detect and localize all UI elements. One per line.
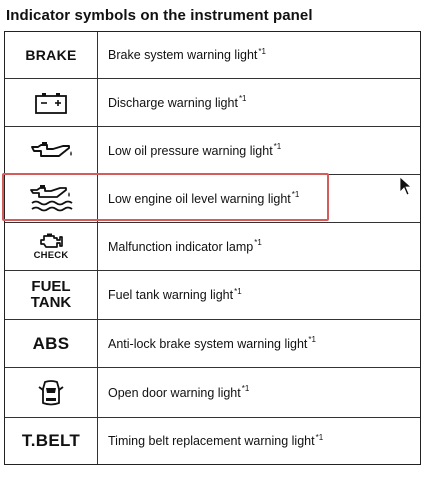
table-row [5,127,420,175]
footnote-mark: *1 [291,190,300,199]
footnote-mark: *1 [254,238,262,247]
timing-belt-symbol: T.BELT [21,431,81,450]
symbol-cell [5,223,98,270]
row-label: Low oil pressure warning light [108,143,273,158]
brake-symbol: BRAKE [25,47,77,63]
check-engine-icon [38,233,64,249]
description-cell [108,175,299,222]
oil-level-icon [27,184,75,214]
description-cell [108,418,323,464]
indicator-table [4,31,421,465]
symbol-cell [5,79,98,126]
description-cell [108,368,249,417]
table-row [5,368,420,418]
symbol-cell [5,127,98,174]
oil-can-icon [29,140,73,162]
table-row [5,271,420,320]
symbol-cell [5,368,98,417]
footnote-mark: *1 [315,432,324,442]
open-door-icon [38,379,64,407]
page-title: Indicator symbols on the instrument panel [6,7,313,24]
row-label: Brake system warning light [108,48,258,62]
symbol-cell [5,418,98,464]
description-cell [108,79,247,126]
battery-icon [33,92,69,114]
footnote-mark: *1 [241,384,250,393]
row-label: Timing belt replacement warning light [108,434,315,448]
fuel-tank-symbol [31,279,72,311]
symbol-cell [5,175,98,222]
symbol-cell [5,271,98,319]
row-label: Malfunction indicator lamp [108,239,254,254]
table-row [5,32,420,79]
footnote-mark: *1 [234,286,242,296]
table-row [5,418,420,464]
footnote-mark: *1 [238,94,247,103]
table-row [5,175,420,223]
description-cell [108,320,316,367]
row-label: Open door warning light [108,385,241,400]
table-row [5,79,420,127]
table-row [5,223,420,271]
footnote-mark: *1 [273,142,282,151]
symbol-cell [5,32,98,78]
check-engine-symbol [34,233,69,261]
table-row [5,320,420,368]
footnote-mark: *1 [308,335,316,344]
footnote-mark: *1 [258,46,266,56]
row-label: Anti-lock brake system warning light [108,336,308,351]
row-label: Low engine oil level warning light [108,191,291,206]
row-label: Fuel tank warning light [108,288,234,302]
description-cell [108,271,242,319]
mouse-cursor-icon [399,176,413,196]
tank-label: TANK [30,294,72,311]
description-cell [108,32,266,78]
description-cell [108,127,281,174]
description-cell [108,223,262,270]
abs-symbol: ABS [32,333,70,353]
check-label: CHECK [33,249,69,261]
fuel-label: FUEL [31,278,71,295]
row-label: Discharge warning light [108,95,238,110]
symbol-cell [5,320,98,367]
